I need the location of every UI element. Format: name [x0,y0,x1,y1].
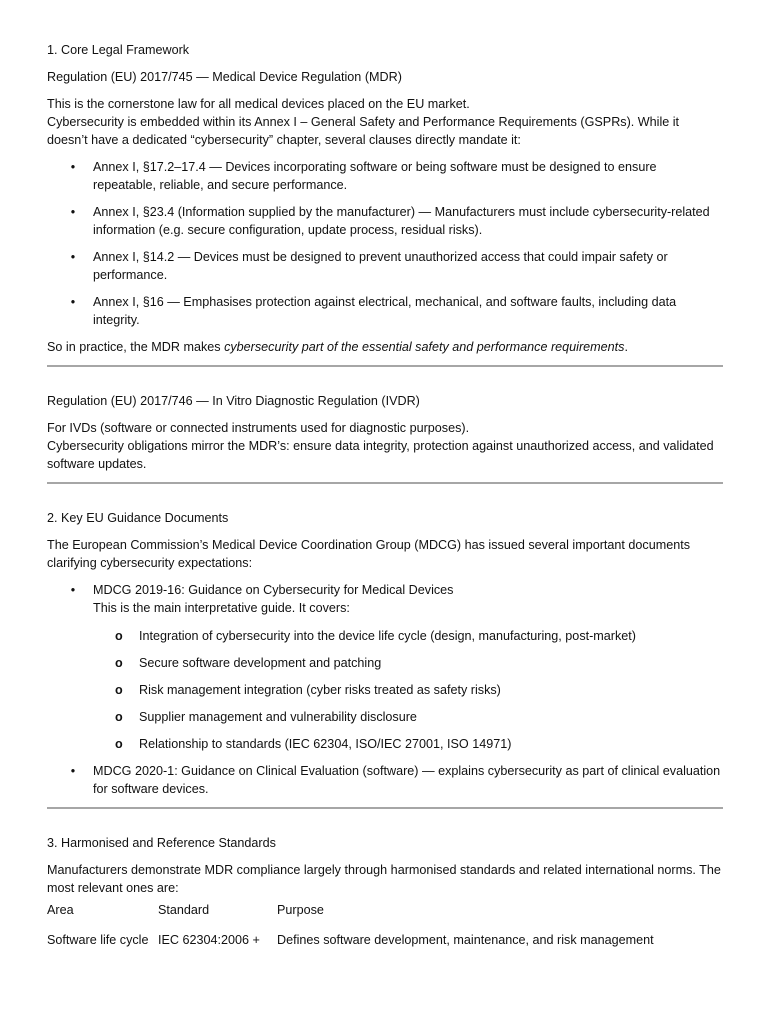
horizontal-divider [47,482,723,484]
list-item [47,248,723,284]
horizontal-divider [47,365,723,367]
horizontal-divider [47,807,723,809]
mdcg-document-list [47,581,723,798]
mdr-summary [47,338,723,356]
mdr-intro [47,95,723,149]
document-page [47,41,723,949]
list-item [47,203,723,239]
standards-intro: Manufacturers demonstrate MDR compliance largely through harmonised standards and related international norms. The most relevant ones are: [47,863,721,895]
mdr-summary-prefix: So in practice, the MDR makes [47,340,225,354]
bullet-icon: • [70,250,76,264]
mdcg-2019-16-topics [93,627,723,753]
standards-table [47,901,717,949]
table-cell: IEC 62304:2006 + [158,933,260,947]
mdcg-2019-16-description: This is the main interpretative guide. It covers: [93,601,350,615]
mdr-summary-suffix: . [624,340,628,354]
sub-list-item [93,708,723,726]
sub-list-item [93,627,723,645]
table-header-cell: Area [47,903,74,917]
section-3-heading: 3. Harmonised and Reference Standards [47,836,276,850]
section-2-heading: 2. Key EU Guidance Documents [47,511,229,525]
circle-bullet-icon: o [115,683,123,697]
sub-list-item-text: Secure software development and patching [139,656,382,670]
sub-list-item [93,654,723,672]
mdcg-2019-16-title: MDCG 2019-16: Guidance on Cybersecurity for Medical Devices [93,583,454,597]
list-item-text: Annex I, §23.4 (Information supplied by the manufacturer) — Manufacturers must include cybersecurity-related information (e.g. secure configuration, update process, residual risks). [93,205,710,237]
ivdr-body [47,419,723,473]
list-item [47,581,723,753]
mdr-intro-line-2: Cybersecurity is embedded within its Annex I – General Safety and Performance Requirements (GSPRs). While it doesn’t have a dedicated “cybersecurity” chapter, several clauses directly mandate it: [47,115,680,147]
mdr-intro-line-1: This is the cornerstone law for all medical devices placed on the EU market. [47,97,470,111]
list-item [47,158,723,194]
sub-list-item [93,681,723,699]
section-1-heading: 1. Core Legal Framework [47,43,190,57]
table-header-cell: Purpose [277,903,324,917]
mdr-summary-emphasis: cybersecurity part of the essential safety and performance requirements [224,340,625,354]
table-cell: Software life cycle [47,933,149,947]
list-item-text: Annex I, §16 — Emphasises protection against electrical, mechanical, and software faults, including data integrity. [93,295,677,327]
sub-list-item-text: Supplier management and vulnerability disclosure [139,710,417,724]
mdcg-2020-1-text: MDCG 2020-1: Guidance on Clinical Evaluation (software) — explains cybersecurity as part of clinical evaluation for software devices. [93,764,721,796]
circle-bullet-icon: o [115,629,123,643]
bullet-icon: • [70,295,76,309]
table-cell: Defines software development, maintenance, and risk management [277,933,654,947]
ivdr-heading: Regulation (EU) 2017/746 — In Vitro Diagnostic Regulation (IVDR) [47,394,420,408]
list-item [47,762,723,798]
list-item-text: Annex I, §17.2–17.4 — Devices incorporating software or being software must be designed to ensure repeatable, reliable, and secure performance. [93,160,657,192]
list-item-text: Annex I, §14.2 — Devices must be designed to prevent unauthorized access that could impair safety or performance. [93,250,668,282]
circle-bullet-icon: o [115,737,123,751]
bullet-icon: • [70,583,76,597]
table-header-row [47,901,717,931]
bullet-icon: • [70,764,76,778]
ivdr-line-1: For IVDs (software or connected instruments used for diagnostic purposes). [47,421,470,435]
ivdr-line-2: Cybersecurity obligations mirror the MDR’s: ensure data integrity, protection against unauthorized access, and validated software updates. [47,439,714,471]
table-row [47,931,717,949]
mdcg-intro: The European Commission’s Medical Device Coordination Group (MDCG) has issued several important documents clarifying cybersecurity expectations: [47,538,691,570]
sub-list-item-text: Risk management integration (cyber risks treated as safety risks) [139,683,501,697]
circle-bullet-icon: o [115,656,123,670]
bullet-icon: • [70,205,76,219]
table-header-cell: Standard [158,903,210,917]
mdr-annex-list [47,158,723,329]
sub-list-item-text: Integration of cybersecurity into the device life cycle (design, manufacturing, post-market) [139,629,636,643]
bullet-icon: • [70,160,76,174]
sub-list-item-text: Relationship to standards (IEC 62304, ISO/IEC 27001, ISO 14971) [139,737,512,751]
sub-list-item [93,735,723,753]
list-item [47,293,723,329]
circle-bullet-icon: o [115,710,123,724]
mdr-heading: Regulation (EU) 2017/745 — Medical Device Regulation (MDR) [47,70,402,84]
